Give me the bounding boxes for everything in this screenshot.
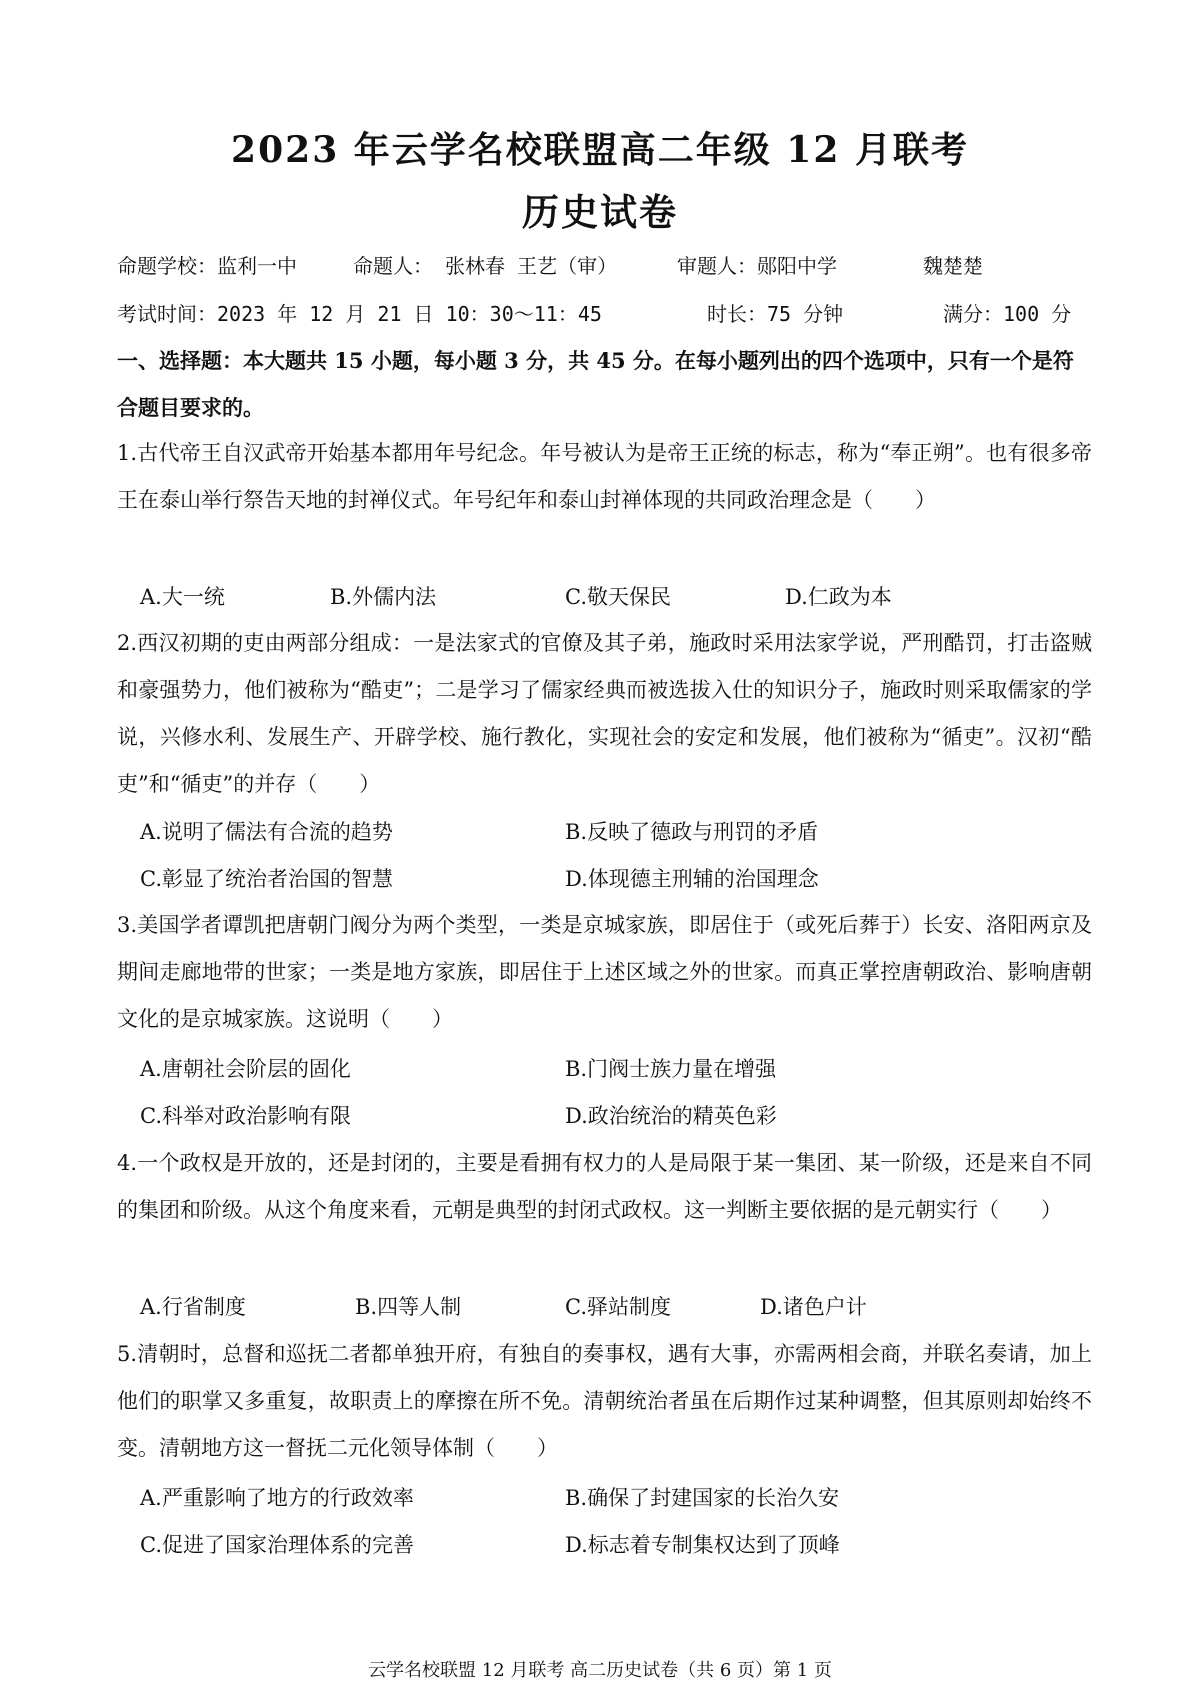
section-heading: 一、选择题：本大题共 15 小题，每小题 3 分，共 45 分。在每小题列出的四个选项中，只有一个是符合题目要求的。 bbox=[117, 348, 1074, 420]
question-3-options-row1 bbox=[140, 1046, 1100, 1093]
question-5-stem: 5.清朝时，总督和巡抚二者都单独开府，有独自的奏事权，遇有大事，亦需两相会商，并联名奏请，加上他们的职掌又多重复，故职责上的摩擦在所不免。清朝统治者虽在后期作过某种调整，但其原则却始终不变。清朝地方这一督抚二元化领导体制（ ） bbox=[117, 1342, 1092, 1460]
meta-exam-time: 考试时间：2023 年 12 月 21 日 10：30～11：45 bbox=[117, 302, 602, 326]
question-3-stem: 3.美国学者谭凯把唐朝门阀分为两个类型，一类是京城家族，即居住于（或死后葬于）长安、洛阳两京及期间走廊地带的世家；一类是地方家族，即居住于上述区域之外的世家。而真正掌控唐朝政治、影响唐朝文化的是京城家族。这说明（ ） bbox=[117, 913, 1092, 1031]
question-2-options-row2 bbox=[140, 856, 1100, 903]
option-d[interactable]: D.诸色户计 bbox=[760, 1295, 867, 1319]
question-2-options-row1 bbox=[140, 809, 1100, 856]
option-c[interactable]: C.敬天保民 bbox=[565, 585, 671, 609]
option-b[interactable]: B.反映了德政与刑罚的矛盾 bbox=[565, 820, 819, 844]
option-d[interactable]: D.政治统治的精英色彩 bbox=[565, 1104, 777, 1128]
question-5-options-row1 bbox=[140, 1475, 1100, 1522]
meta-duration: 时长：75 分钟 bbox=[707, 302, 844, 326]
meta-school: 命题学校：监利一中 bbox=[117, 254, 297, 278]
option-a[interactable]: A.大一统 bbox=[140, 585, 225, 609]
question-4-options bbox=[140, 1284, 1100, 1331]
page-footer: 云学名校联盟 12 月联考 高二历史试卷（共 6 页）第 1 页 bbox=[368, 1660, 832, 1681]
question-1-stem: 1.古代帝王自汉武帝开始基本都用年号纪念。年号被认为是帝王正统的标志，称为“奉正朔”。也有很多帝王在泰山举行祭告天地的封禅仪式。年号纪年和泰山封禅体现的共同政治理念是（ ） bbox=[117, 441, 1092, 512]
question-3-options-row2 bbox=[140, 1093, 1100, 1140]
question-5-options-row2 bbox=[140, 1522, 1100, 1569]
option-c[interactable]: C.彰显了统治者治国的智慧 bbox=[140, 867, 393, 891]
option-d[interactable]: D.体现德主刑辅的治国理念 bbox=[565, 867, 819, 891]
question-1-options bbox=[140, 574, 1100, 621]
option-b[interactable]: B.门阀士族力量在增强 bbox=[565, 1057, 777, 1081]
meta-reviewer: 魏楚楚 bbox=[923, 254, 983, 278]
exam-title: 2023 年云学名校联盟高二年级 12 月联考 bbox=[231, 129, 969, 171]
question-4-stem: 4.一个政权是开放的，还是封闭的，主要是看拥有权力的人是局限于某一集团、某一阶级，还是来自不同的集团和阶级。从这个角度来看，元朝是典型的封闭式政权。这一判断主要依据的是元朝实行（ ） bbox=[117, 1151, 1092, 1222]
exam-subtitle: 历史试卷 bbox=[522, 190, 678, 234]
option-d[interactable]: D.标志着专制集权达到了顶峰 bbox=[565, 1533, 840, 1557]
option-a[interactable]: A.严重影响了地方的行政效率 bbox=[140, 1486, 414, 1510]
option-a[interactable]: A.唐朝社会阶层的固化 bbox=[140, 1057, 351, 1081]
option-a[interactable]: A.说明了儒法有合流的趋势 bbox=[140, 820, 393, 844]
meta-score: 满分：100 分 bbox=[943, 302, 1072, 326]
option-b[interactable]: B.外儒内法 bbox=[330, 585, 437, 609]
meta-row-1 bbox=[117, 250, 1110, 280]
meta-row-2 bbox=[117, 298, 1110, 328]
meta-setters: 命题人： 张林春 王艺（审） bbox=[353, 254, 618, 278]
question-2-stem: 2.西汉初期的吏由两部分组成：一是法家式的官僚及其子弟，施政时采用法家学说，严刑酷罚，打击盗贼和豪强势力，他们被称为“酷吏”；二是学习了儒家经典而被选拔入仕的知识分子，施政时则采取儒家的学说，兴修水利、发展生产、开辟学校、施行教化，实现社会的安定和发展，他们被称为“循吏”。汉初“酷吏”和“循吏”的并存（ ） bbox=[117, 631, 1092, 796]
option-c[interactable]: C.驿站制度 bbox=[565, 1295, 671, 1319]
option-b[interactable]: B.确保了封建国家的长治久安 bbox=[565, 1486, 840, 1510]
option-d[interactable]: D.仁政为本 bbox=[785, 585, 892, 609]
option-c[interactable]: C.科举对政治影响有限 bbox=[140, 1104, 351, 1128]
meta-reviewer-school: 审题人：郧阳中学 bbox=[677, 254, 837, 278]
option-b[interactable]: B.四等人制 bbox=[355, 1295, 462, 1319]
option-a[interactable]: A.行省制度 bbox=[140, 1295, 246, 1319]
option-c[interactable]: C.促进了国家治理体系的完善 bbox=[140, 1533, 414, 1557]
